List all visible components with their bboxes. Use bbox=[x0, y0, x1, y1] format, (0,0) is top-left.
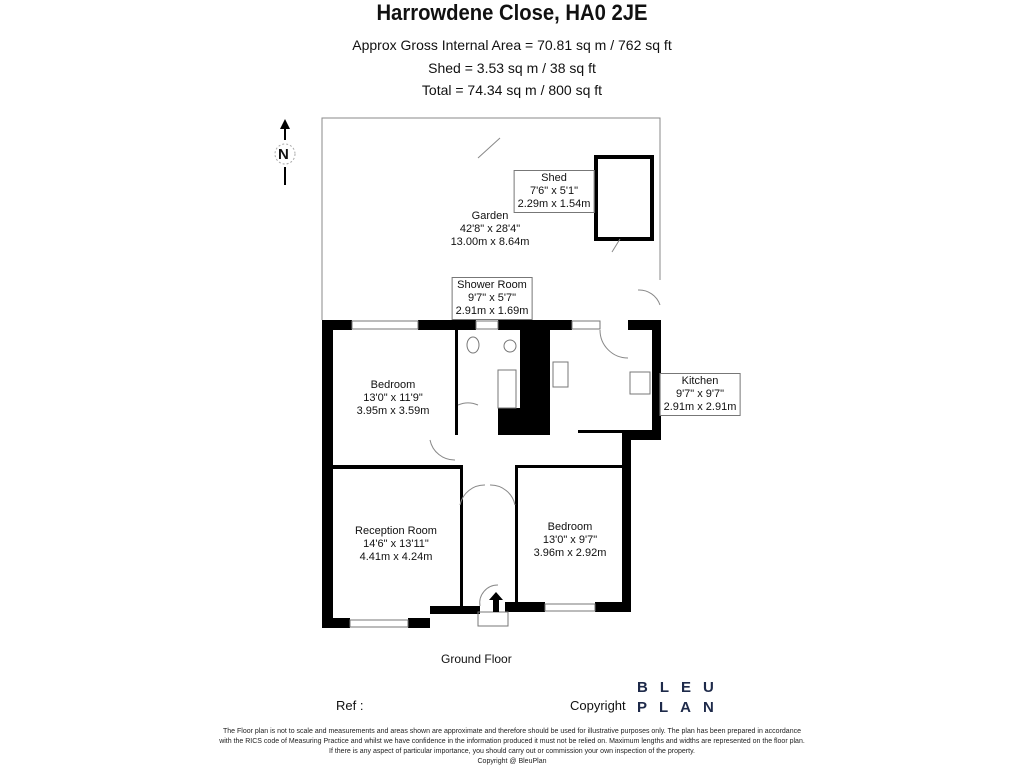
disclaimer bbox=[0, 727, 1024, 767]
floor-label: Ground Floor bbox=[441, 652, 512, 666]
room-label-bedroom-2 bbox=[534, 521, 607, 560]
room-imperial: 14'6" x 13'11" bbox=[363, 538, 429, 550]
bleuplan-logo bbox=[637, 678, 726, 718]
shed-walls bbox=[596, 157, 652, 239]
room-metric: 2.29m x 1.54m bbox=[517, 198, 591, 210]
disclaimer-line: If there is any aspect of particular importance, you should carry out or commission your own inspection of the property. bbox=[329, 748, 695, 755]
room-name: Reception Room bbox=[355, 525, 437, 537]
disclaimer-line: Copyright @ BleuPlan bbox=[477, 758, 547, 765]
room-label-shed bbox=[514, 170, 595, 213]
room-label-shower bbox=[452, 277, 533, 320]
room-metric: 13.00m x 8.64m bbox=[450, 236, 530, 248]
room-label-garden bbox=[451, 210, 530, 249]
room-imperial: 42'8" x 28'4" bbox=[459, 223, 521, 235]
room-metric: 3.96m x 2.92m bbox=[533, 547, 607, 559]
room-metric: 3.95m x 3.59m bbox=[356, 405, 430, 417]
windows bbox=[350, 321, 600, 627]
room-imperial: 7'6" x 5'1" bbox=[529, 185, 579, 197]
logo-line-1: BLEU bbox=[637, 679, 726, 696]
room-label-reception bbox=[355, 525, 437, 564]
disclaimer-line: The Floor plan is not to scale and measurements and areas shown are approximate and therefore should be used for illustrative purposes only. The plan has been prepared in accordance bbox=[223, 728, 801, 735]
room-name: Shower Room bbox=[457, 279, 527, 291]
disclaimer-line: with the RICS code of Measuring Practice and whilst we have confidence in the information produced it must not be relied on. Maximum lengths and widths are represented on the floor plan. bbox=[219, 738, 805, 745]
room-imperial: 13'0" x 11'9" bbox=[363, 392, 423, 404]
room-metric: 2.91m x 1.69m bbox=[455, 305, 529, 317]
walls bbox=[322, 320, 661, 628]
room-imperial: 9'7" x 9'7" bbox=[675, 388, 725, 400]
room-metric: 4.41m x 4.24m bbox=[359, 551, 433, 563]
entrance-arrow-icon bbox=[489, 592, 503, 612]
page-title: Harrowdene Close, HA0 2JE bbox=[376, 0, 648, 25]
room-name: Kitchen bbox=[681, 375, 719, 387]
shed-area: Shed = 3.53 sq m / 38 sq ft bbox=[428, 60, 596, 76]
room-metric: 2.91m x 2.91m bbox=[663, 401, 737, 413]
copyright-label: Copyright bbox=[570, 698, 626, 713]
total-area: Total = 74.34 sq m / 800 sq ft bbox=[421, 82, 603, 98]
room-name: Bedroom bbox=[547, 521, 593, 533]
ref-label: Ref : bbox=[336, 698, 364, 713]
compass-label: N bbox=[278, 146, 289, 163]
room-name: Shed bbox=[541, 172, 567, 184]
room-label-kitchen bbox=[660, 373, 741, 416]
room-name: Garden bbox=[471, 210, 509, 222]
room-name: Bedroom bbox=[370, 379, 416, 391]
room-label-bedroom-1 bbox=[357, 379, 430, 418]
logo-line-2: PLAN bbox=[637, 699, 726, 716]
room-imperial: 13'0" x 9'7" bbox=[542, 534, 598, 546]
gross-area: Approx Gross Internal Area = 70.81 sq m / 762 sq ft bbox=[352, 37, 672, 53]
room-imperial: 9'7" x 5'7" bbox=[467, 292, 517, 304]
